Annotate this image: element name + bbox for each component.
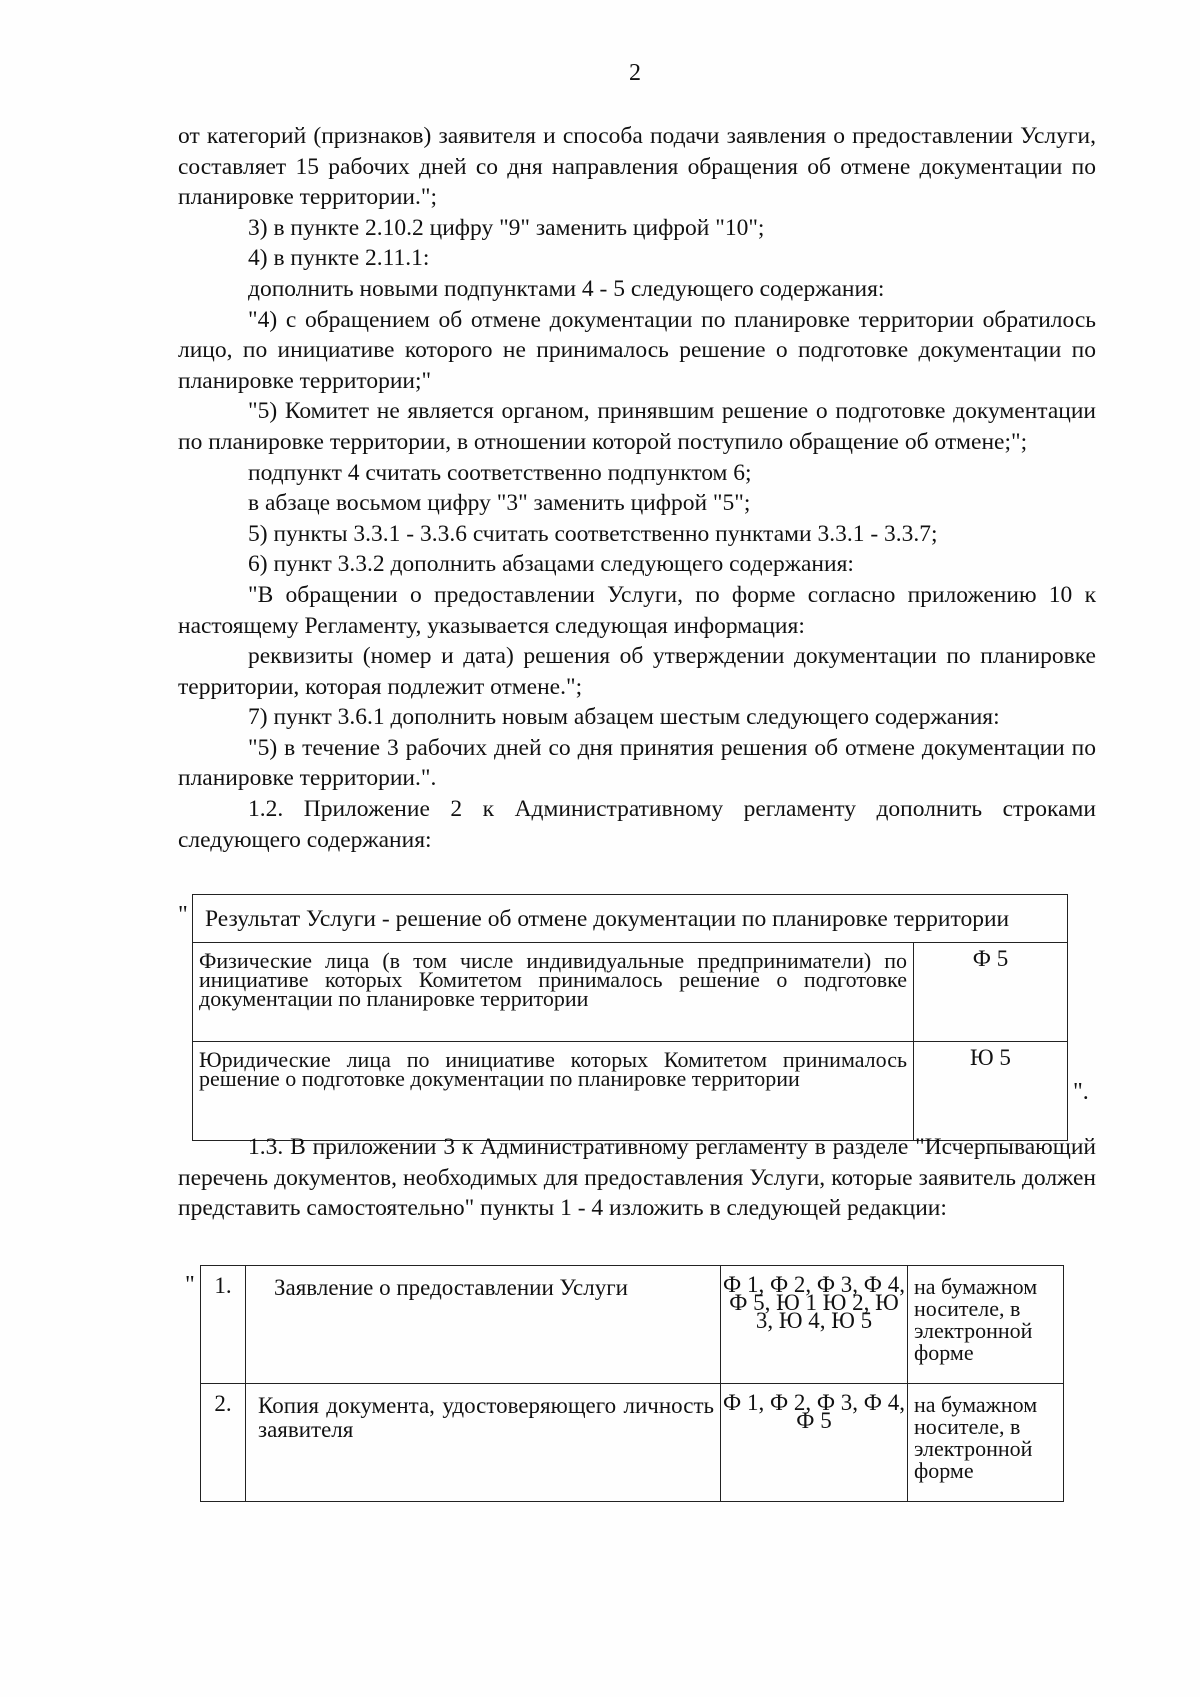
table1-row-description: Физические лица (в том числе индивидуальные предприниматели) по инициативе которых Комитетом принималось решение о подготовке документации по планировке территории bbox=[193, 943, 914, 1042]
paragraph: 1.2. Приложение 2 к Административному регламенту дополнить строками следующего содержания: bbox=[178, 796, 1096, 853]
paragraph: 4) в пункте 2.11.1: bbox=[248, 245, 430, 272]
paragraph: 7) пункт 3.6.1 дополнить новым абзацем шестым следующего содержания: bbox=[248, 704, 1000, 731]
table2-row-categories: Ф 1, Ф 2, Ф 3, Ф 4, Ф 5, Ю 1 Ю 2, Ю 3, Ю 4, Ю 5 bbox=[721, 1266, 908, 1384]
table1-open-quote: " bbox=[178, 902, 188, 928]
table2-row-format: на бумажном носителе, в электронной форме bbox=[908, 1384, 1064, 1502]
table2-row-name: Заявление о предоставлении Услуги bbox=[246, 1266, 721, 1384]
paragraph: 3) в пункте 2.10.2 цифру "9" заменить цифрой "10"; bbox=[248, 214, 765, 241]
paragraph: от категорий (признаков) заявителя и способа подачи заявления о предоставлении Услуги, составляет 15 рабочих дней со дня направления обращения об отмене документации по планировке территории."; bbox=[178, 123, 1096, 211]
paragraph: "5) Комитет не является органом, принявшим решение о подготовке документации по планировке территории, в отношении которой поступило обращение об отмене;"; bbox=[178, 398, 1096, 455]
paragraph: "4) с обращением об отмене документации по планировке территории обратилось лицо, по инициативе которого не принималось решение о подготовке документации по планировке территории;" bbox=[178, 306, 1096, 394]
paragraph: подпункт 4 считать соответственно подпунктом 6; bbox=[248, 459, 752, 486]
table-row bbox=[193, 1042, 1068, 1141]
paragraph: 5) пункты 3.3.1 - 3.3.6 считать соответственно пунктами 3.3.1 - 3.3.7; bbox=[248, 520, 938, 547]
table1-row-description: Юридические лица по инициативе которых Комитетом принималось решение о подготовке документации по планировке территории bbox=[193, 1042, 914, 1141]
body-text bbox=[178, 121, 1096, 855]
appendix2-table bbox=[192, 894, 1068, 1141]
table-row bbox=[201, 1384, 1064, 1502]
paragraph: "5) в течение 3 рабочих дней со дня принятия решения об отмене документации по планировке территории.". bbox=[178, 734, 1096, 792]
table1-title: Результат Услуги - решение об отмене документации по планировке территории bbox=[193, 895, 1068, 943]
paragraph: 6) пункт 3.3.2 дополнить абзацами следующего содержания: bbox=[248, 551, 854, 578]
paragraph: в абзаце восьмом цифру "3" заменить цифрой "5"; bbox=[248, 490, 751, 517]
appendix3-table bbox=[200, 1265, 1064, 1502]
table2-row-format: на бумажном носителе, в электронной форме bbox=[908, 1266, 1064, 1384]
table-row bbox=[201, 1266, 1064, 1384]
paragraph: "В обращении о предоставлении Услуги, по форме согласно приложению 10 к настоящему Регламенту, указывается следующая информация: bbox=[178, 581, 1096, 639]
table1-close-quote: ". bbox=[1073, 1079, 1089, 1105]
table-row bbox=[193, 943, 1068, 1042]
paragraph: дополнить новыми подпунктами 4 - 5 следующего содержания: bbox=[248, 275, 885, 302]
body-text-2 bbox=[178, 1132, 1096, 1224]
table2-row-name: Копия документа, удостоверяющего личность заявителя bbox=[246, 1384, 721, 1502]
table2-open-quote: " bbox=[185, 1272, 195, 1298]
page-number: 2 bbox=[629, 60, 641, 86]
table2-row-categories: Ф 1, Ф 2, Ф 3, Ф 4, Ф 5 bbox=[721, 1384, 908, 1502]
table1-row-code: Ф 5 bbox=[914, 943, 1068, 1042]
paragraph: реквизиты (номер и дата) решения об утверждении документации по планировке территории, которая подлежит отмене."; bbox=[178, 643, 1096, 700]
table1-row-code: Ю 5 bbox=[914, 1042, 1068, 1141]
paragraph: 1.3. В приложении 3 к Административному регламенту в разделе "Исчерпывающий перечень документов, необходимых для предоставления Услуги, которые заявитель должен представить самостоятельно" пункты 1 - 4 изложить в следующей редакции: bbox=[178, 1134, 1096, 1222]
table2-row-number: 1. bbox=[201, 1266, 246, 1384]
table2-row-number: 2. bbox=[201, 1384, 246, 1502]
